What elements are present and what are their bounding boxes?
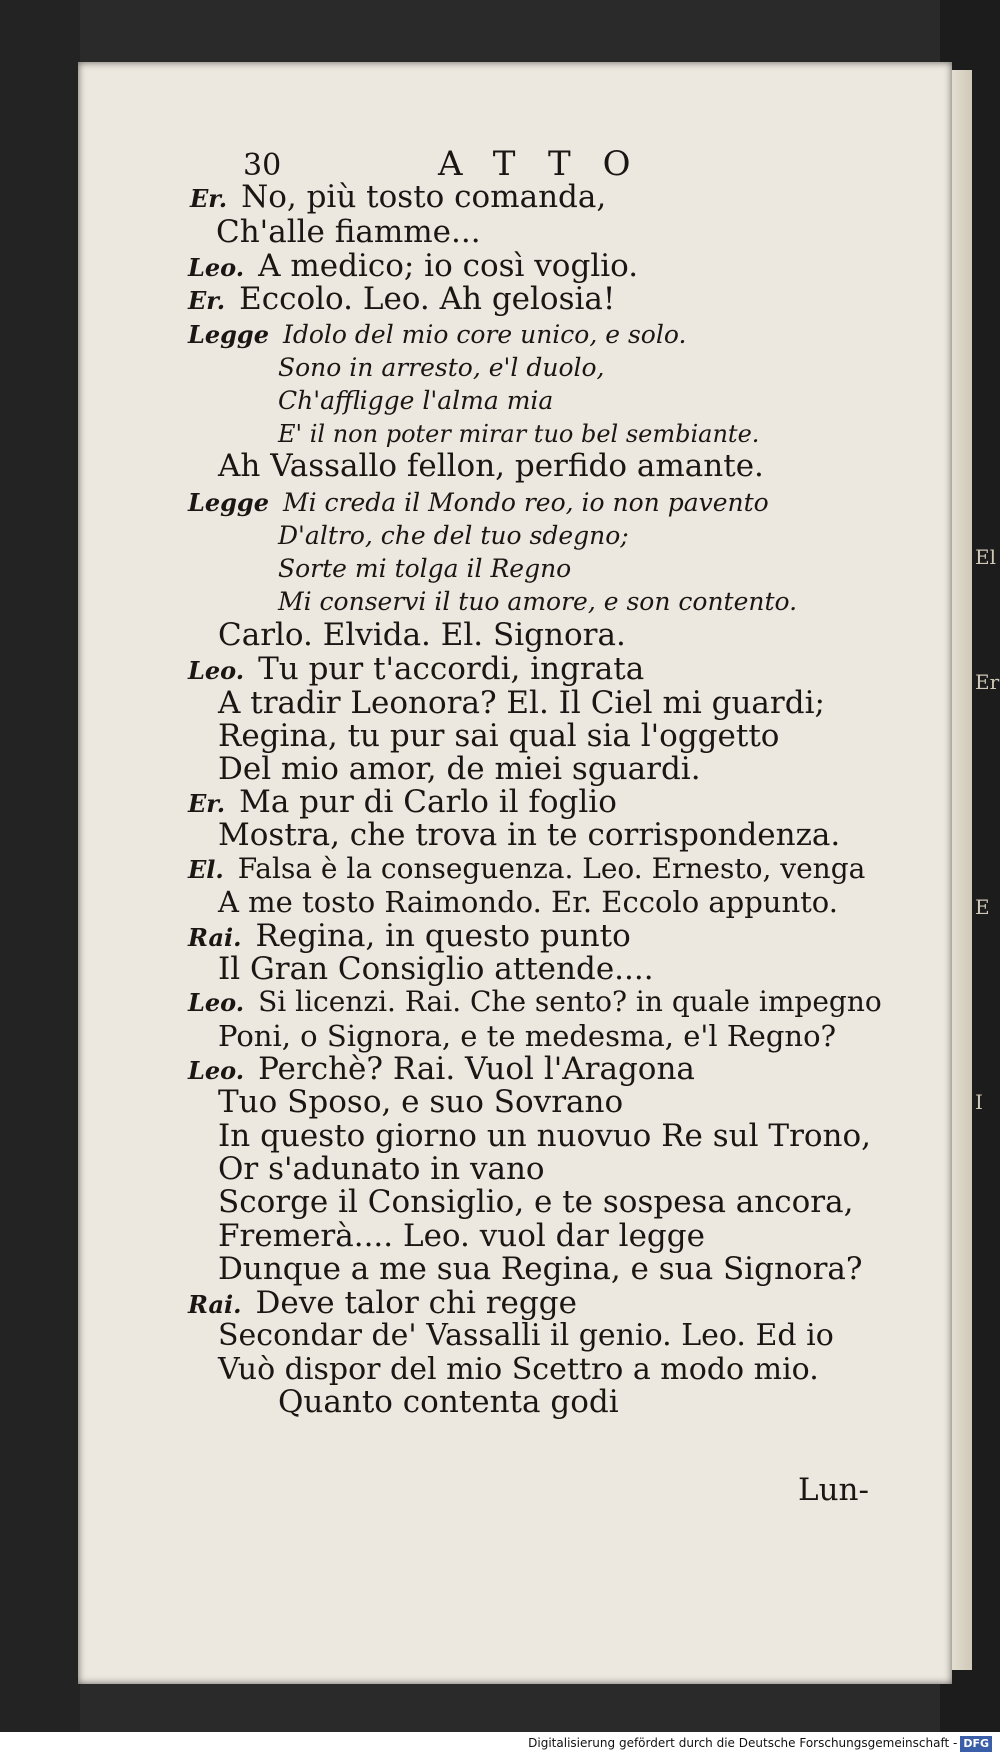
verse-line [188, 851, 865, 888]
verse-text: Ma pur di Carlo il foglio [239, 784, 617, 820]
verse-line [218, 1151, 545, 1187]
dfg-logo: DFG [960, 1736, 992, 1752]
verse-line [218, 884, 838, 920]
page-number: 30 [243, 148, 282, 183]
scan-background-left [0, 0, 80, 1754]
verse-line [278, 383, 553, 419]
verse-line [218, 751, 701, 787]
speaker-label: Er. [190, 184, 228, 213]
speaker-label: Leo. [188, 988, 245, 1017]
verse-text: A medico; io così voglio. [258, 248, 639, 284]
verse-text: E' il non poter mirar tuo bel sembiante. [278, 420, 760, 448]
verse-line [218, 817, 840, 853]
verse-text: Tu pur t'accordi, ingrata [258, 651, 645, 687]
verse-line [218, 1352, 819, 1388]
verse-line [218, 1184, 853, 1220]
verse-line [278, 551, 571, 587]
verse-text: Ch'alle fiamme... [216, 214, 481, 250]
verse-line [218, 951, 654, 987]
speaker-label: El. [188, 855, 224, 884]
speaker-label: Er. [188, 286, 226, 315]
act-title: ATTO [438, 144, 663, 184]
verse-text: Sono in arresto, e'l duolo, [278, 353, 605, 382]
verse-text: Il Gran Consiglio attende.... [218, 951, 654, 987]
verse-text: Del mio amor, de miei sguardi. [218, 751, 701, 787]
verse-text: Eccolo. Leo. Ah gelosia! [239, 281, 616, 317]
verse-text: Carlo. Elvida. El. Signora. [218, 617, 626, 653]
verse-text: Deve talor chi regge [255, 1285, 577, 1321]
edge-letter: I [975, 1090, 983, 1114]
speaker-label: Rai. [188, 923, 242, 952]
digitization-credit [0, 1732, 1000, 1754]
verse-line [218, 1251, 863, 1287]
verse-text: Si licenzi. Rai. Che sento? in quale impegno [258, 985, 882, 1018]
verse-text: Regina, in questo punto [255, 918, 631, 954]
verse-line [278, 1384, 619, 1420]
verse-line [188, 281, 615, 319]
verse-text: Poni, o Signora, e te medesma, e'l Regno? [218, 1019, 837, 1053]
verse-text: Falsa è la conseguenza. Leo. Ernesto, venga [237, 852, 866, 885]
verse-text: Secondar de' Vassalli il genio. Leo. Ed io [218, 1318, 834, 1353]
edge-letter: Er [975, 670, 1000, 694]
verse-line [218, 1118, 871, 1154]
verse-text: Sorte mi tolga il Regno [278, 554, 572, 583]
verse-line [278, 518, 629, 554]
verse-line [188, 317, 686, 353]
catchword: Lun- [798, 1472, 869, 1508]
edge-letter: E [975, 895, 990, 919]
verse-line [188, 485, 769, 521]
verse-text: Quanto contenta godi [278, 1384, 619, 1420]
verse-text: Mi creda il Mondo reo, io non pavento [282, 488, 769, 517]
verse-text: A me tosto Raimondo. Er. Eccolo appunto. [218, 885, 838, 919]
running-header [243, 144, 663, 184]
verse-text: Ch'affligge l'alma mia [278, 386, 554, 415]
verse-text: Vuò dispor del mio Scettro a modo mio. [218, 1352, 819, 1387]
verse-text: In questo giorno un nuovuo Re sul Trono, [218, 1118, 872, 1154]
verse-line [216, 214, 481, 250]
verse-line [218, 617, 626, 653]
verse-line [278, 416, 759, 452]
speaker-label: Er. [188, 789, 226, 818]
credit-text: Digitalisierung gefördert durch die Deutsche Forschungsgemeinschaft - [528, 1736, 958, 1750]
verse-line [218, 1318, 834, 1354]
verse-text: Idolo del mio core unico, e solo. [282, 320, 687, 349]
verse-line [218, 1218, 705, 1254]
verse-line [278, 584, 797, 620]
verse-text: D'altro, che del tuo sdegno; [278, 521, 629, 550]
verse-line [218, 448, 764, 484]
verse-line [188, 651, 644, 689]
verse-line [218, 685, 825, 721]
verse-line [278, 350, 605, 386]
adjacent-page-edge [950, 70, 972, 1670]
verse-text: No, più tosto comanda, [241, 179, 607, 215]
verse-line [190, 179, 606, 217]
speaker-label: Legge [188, 488, 269, 517]
speaker-label: Leo. [188, 253, 245, 282]
verse-line [218, 718, 779, 754]
verse-text: Fremerà.... Leo. vuol dar legge [218, 1218, 705, 1254]
verse-line [188, 984, 882, 1021]
verse-text: Perchè? Rai. Vuol l'Aragona [258, 1051, 695, 1087]
verse-text: Or s'adunato in vano [218, 1151, 545, 1187]
speaker-label: Legge [188, 320, 269, 349]
speaker-label: Rai. [188, 1290, 242, 1319]
verse-text: Regina, tu pur sai qual sia l'oggetto [218, 718, 780, 754]
verse-text: Dunque a me sua Regina, e sua Signora? [218, 1251, 863, 1287]
book-page [78, 62, 952, 1684]
speaker-label: Leo. [188, 1056, 245, 1085]
speaker-label: Leo. [188, 656, 245, 685]
verse-text: Scorge il Consiglio, e te sospesa ancora, [218, 1184, 854, 1220]
verse-line [218, 1084, 623, 1120]
verse-text: Tuo Sposo, e suo Sovrano [218, 1084, 624, 1120]
verse-text: Ah Vassallo fellon, perfido amante. [218, 448, 764, 484]
verse-text: A tradir Leonora? El. Il Ciel mi guardi; [218, 685, 825, 721]
verse-text: Mi conservi il tuo amore, e son contento. [278, 587, 798, 616]
edge-letter: El [975, 545, 996, 569]
verse-text: Mostra, che trova in te corrispondenza. [218, 817, 841, 853]
verse-line [218, 1018, 836, 1054]
